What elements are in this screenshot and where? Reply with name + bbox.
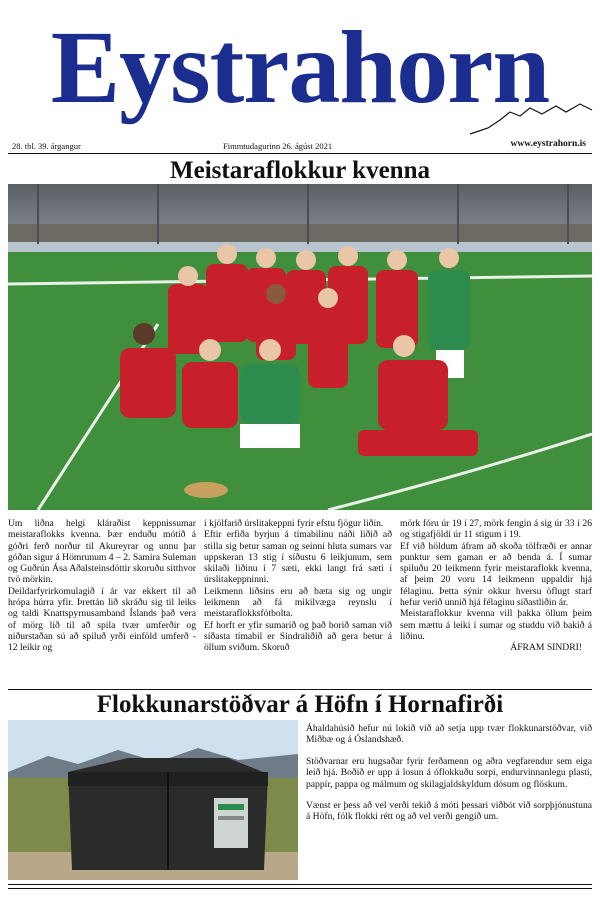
article2-paragraph: Áhaldahúsið hefur nú lokið við að setja upp tvær flokkunarstöðvar, við Miðbæ og á Óslandshæð. <box>306 723 592 746</box>
website-link[interactable]: www.eystrahorn.is <box>510 139 586 149</box>
article2-headline: Flokkunarstöðvar á Höfn í Hornafirði <box>96 691 504 718</box>
recycling-station-photo <box>8 720 298 880</box>
article1-paragraph: Ef horft er yfir sumarið og það borið saman við síðasta tímabil er Sindraliðið að gera betur á öllum sviðum. Skoruð <box>204 619 392 654</box>
article1-paragraph: Leikmenn liðsins eru að bæta sig og ungir leikmenn að fá mikilvæga reynslu í meistaraflokksfótbolta. <box>204 585 392 620</box>
article1-column-1 <box>8 518 196 654</box>
article2-paragraph: Stöðvarnar eru hugsaðar fyrir ferðamenn og aðra vegfarendur sem eiga leið hjá. Boðið er upp á losun á óflokkuðu sorpi, endurvinnanlegu plasti, pappír, pappa og málmum og skilagjaldskyldum dósum og flöskum. <box>306 755 592 790</box>
article2-paragraph: Vænst er þess að vel verði tekið á móti þessari viðbót við sorpþjónustuna á Höfn, fólk flokki rétt og að vel verði gengið um. <box>306 800 592 823</box>
article1-signoff: ÁFRAM SINDRI! <box>510 642 582 654</box>
article1-paragraph: Meistaraflokkur kvenna vill þakka öllum þeim sem mættu á leiki í sumar og studdu við bakið á liðinu. <box>400 608 592 642</box>
article1-column-2 <box>204 518 392 654</box>
team-photo <box>8 184 592 510</box>
article1-paragraph: Ef við höldum áfram að skoða tölfræði er annar punktur sem gaman er að benda á. Í sumar spiluðu 20 leikmenn fyrir meistaraflokk kvenna, af þeim 20 voru 14 leikmenn uppaldir hjá félaginu. Þetta sýnir okkur hversu öflugt starf hefur verið unnið hjá félaginu síðastliðin ár. <box>400 540 592 609</box>
footer-rule <box>8 888 592 889</box>
masthead-rule <box>8 153 592 154</box>
article1-paragraph: Um liðna helgi kláraðist keppnissumar meistaraflokks kvenna. Þær enduðu mótið á góðri ferð norður til Akureyrar og unnu þar góðan sigur á Hömrunum 4 – 2. Samira Suleman og Guðrún Ása Aðalsteinsdóttir skoruðu sitthvor tvö mörkin. <box>8 518 196 586</box>
article2-body <box>306 723 592 833</box>
article1-paragraph: í kjölfarið úrslitakeppni fyrir efstu fjögur liðin. <box>204 518 384 529</box>
issue-date: Fimmtudagurinn 26. ágúst 2021 <box>223 141 333 151</box>
masthead-title: Eystrahorn <box>50 10 550 125</box>
issue-number: 28. tbl. 39. árgangur <box>12 141 81 151</box>
article1-paragraph: Deildarfyrirkomulagið í ár var ekkert til að hrópa húrra yfir. Þrettán lið skráðu sig til leiks og taldi Knattspyrnusamband Íslands það vera of mörg lið til að spila tvær umferðir og niðurstaðan sú að spiluð yrði einföld umferð - 12 leikir og <box>8 585 196 654</box>
article1-headline: Meistaraflokkur kvenna <box>170 157 430 184</box>
article1-paragraph: mörk fóru úr 19 í 27, mörk fengin á sig úr 33 í 26 og stigafjöldi úr 11 stigum í 19. <box>400 518 592 541</box>
masthead <box>0 0 600 155</box>
footer-rule <box>8 884 592 885</box>
article1-paragraph: Eftir erfiða byrjun á tímabilinu náði liðið að stilla sig betur saman og seinni hluta sumars var uppskeran 13 stig í síðustu 6 leikjunum, sem skilaði liðinu í 7 sæti, ekki langt frá sæti í úrslitakeppninni. <box>204 529 392 586</box>
article1-column-3 <box>400 518 592 654</box>
